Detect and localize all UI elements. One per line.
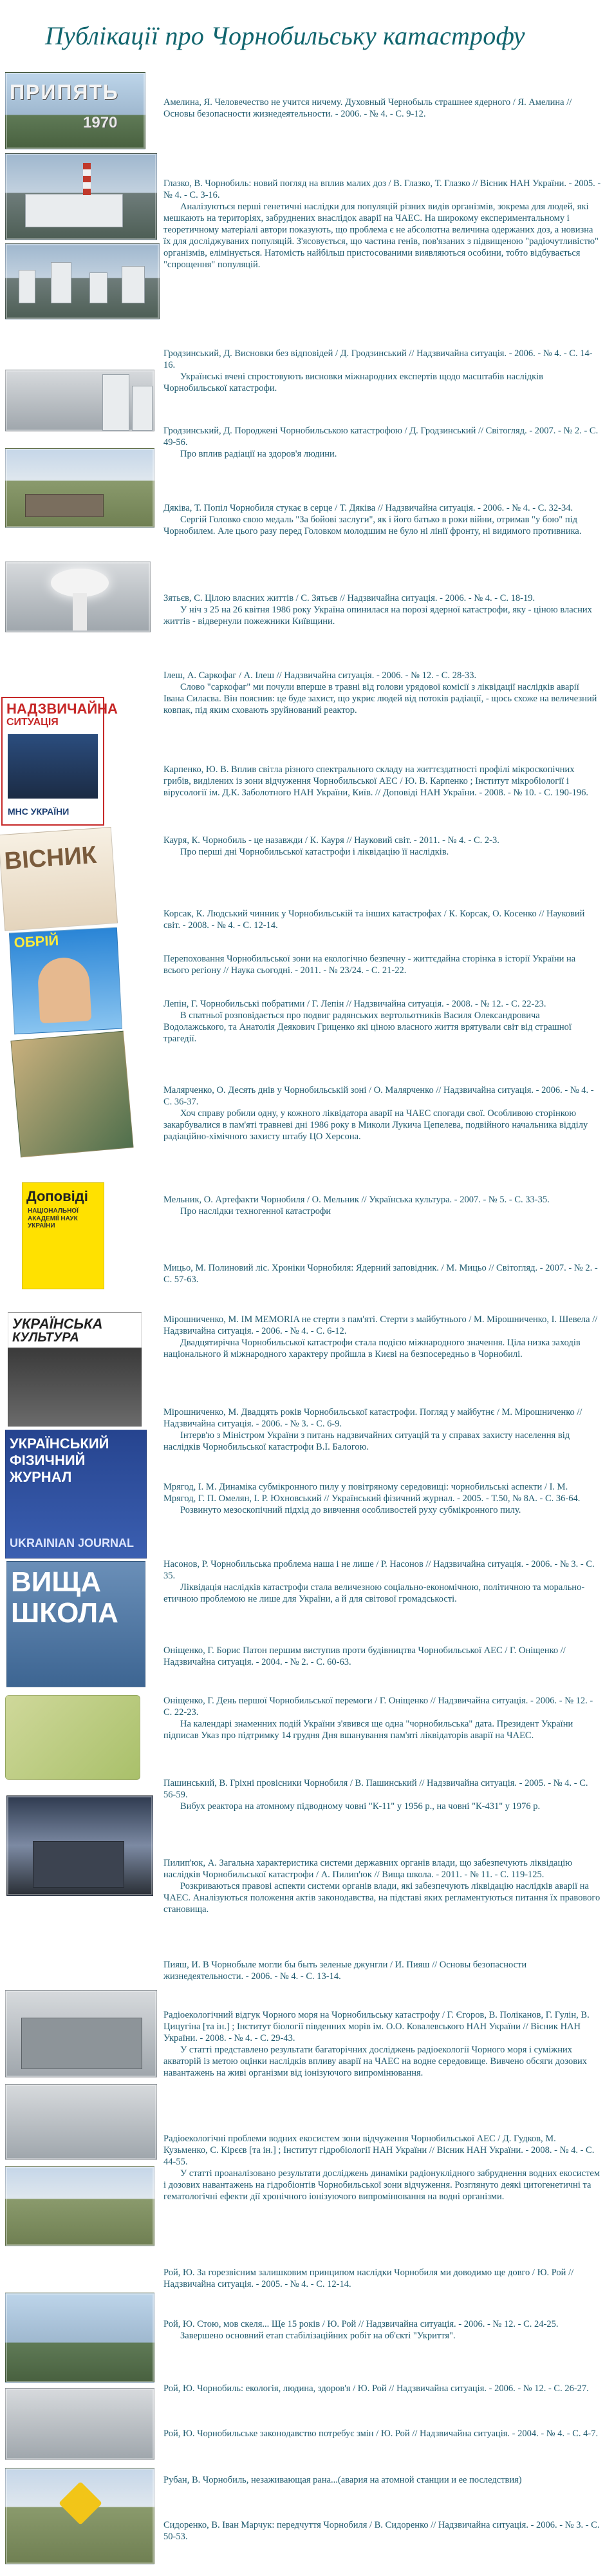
entry-malyarchenko xyxy=(163,1084,601,1142)
thumb-sarcophagus xyxy=(5,1990,157,2078)
thumb-pripyat-panorama xyxy=(5,243,160,319)
entry-citation: Перепоховання Чорнобильської зони на екологічно безпечну - життєдайна сторінка в історії України на всього регіону // Наука сьогодні. - 2011. - № 23/24. - С. 21-22. xyxy=(163,954,576,976)
entry-annotation: Завершено основний етап стабілізаційних робіт на об'єкті "Укриття". xyxy=(180,2331,456,2341)
entry-radioecology-black-sea xyxy=(163,2009,601,2079)
entry-roy-2 xyxy=(163,2318,601,2342)
entry-annotation: Розкриваються правові аспекти системи органів влади, які забезпечують ліквідацію наслідків аварії на ЧАЕС. Аналізуються положення актів законодавства, на підставі яких регламентуються питання їх правового становища. xyxy=(163,1881,600,1915)
thumb-visnyk-cover xyxy=(0,827,118,931)
entry-korsak xyxy=(163,908,601,931)
reactor-building xyxy=(25,194,123,227)
entry-citation: Пашинський, В. Гріхні провісники Чорнобиля / В. Пашинський // Надзвичайна ситуація. - 2005. - № 4. - С. 56-59. xyxy=(163,1778,588,1800)
entry-mytso xyxy=(163,1262,601,1285)
entry-citation: Амелина, Я. Человечество не учится ничему. Духовный Чернобыль страшнее ядерного / Я. Амелина // Основы безопасности жизнедеятельности. - 2006. - № 4. - С. 9-12. xyxy=(163,97,572,119)
thumb-chnpp-photo xyxy=(5,153,157,240)
thumb-obriy-cover xyxy=(9,927,122,1035)
entry-citation: Мицьо, М. Полиновий ліс. Хроніки Чорнобиля: Ядерний заповідник. / М. Мицьо // Світогляд. - 2007. - № 2. - С. 57-63. xyxy=(163,1263,598,1285)
thumb-pripyat-towers xyxy=(5,370,154,431)
entry-citation: Малярченко, О. Десять днів у Чорнобильській зоні / О. Малярченко // Надзвичайна ситуація. - 2006. - № 4. - С. 36-37. xyxy=(163,1085,594,1107)
thumb-dopovidi-cover xyxy=(22,1182,104,1289)
entry-annotation: На календарі знаменних подій України з'явився ще одна "чорнобильська" дата. Президент України підписав Указ про підтримку 14 грудня Дня вшанування пам'яті ліквідаторів аварії на ЧАЕС. xyxy=(163,1719,573,1741)
visnyk-title: ВІСНИК xyxy=(3,841,98,875)
thumb-fiz-journal-cover xyxy=(5,1430,147,1558)
dopovidi-subtitle: НАЦІОНАЛЬНОЇ АКАДЕМІЇ НАУК УКРАЇНИ xyxy=(28,1208,79,1229)
entry-karpenko xyxy=(163,764,601,799)
entry-miroshnychenko-2 xyxy=(163,1406,601,1453)
entry-melnyk xyxy=(163,1194,601,1217)
entry-annotation: В спатньої розповідається про подвиг радянських вертольотників Василя Олександровича Водолажського, та Анатолія Деякович Гриценко які ціною власного життя врятували світ від страшної трагедії. xyxy=(163,1010,572,1044)
entry-annotation: Про вплив радіації на здоров'я людини. xyxy=(180,449,337,459)
thumb-kultura-cover xyxy=(8,1312,142,1427)
entry-annotation: У статті представлено результати багаторічних досліджень радіоекології Чорного моря і суміжних акваторій із метою оцінки наслідків впливу аварії на ЧАЕС на водне середовище. Вивчено обсяги дозових навантажень на живі організми від іонізуючого випромінювання. xyxy=(163,2045,588,2078)
entry-annotation: Двадцятирічна Чорнобильської катастрофи стала подією міжнародного значення. Ціла низка заходів національного й міжнародного характеру пройшла в Києві на безпосередньо в Чорнобилі. xyxy=(163,1338,581,1359)
entry-citation: Ілеш, А. Саркофаг / А. Ілеш // Надзвичайна ситуація. - 2006. - № 12. - С. 28-33. xyxy=(163,670,477,681)
entry-perepohovannya xyxy=(163,953,601,976)
thumb-radiation-sign xyxy=(5,2468,154,2564)
entry-lepin xyxy=(163,998,601,1045)
reactor-chimney xyxy=(83,163,91,195)
entry-citation: Мірошниченко, М. ІМ MEMORIA не стерти з пам'яті. Стерти з майбутнього / М. Мірошниченко, І. Шевела // Надзвичайна ситуація. - 2006. - № 4. - С. 6-12. xyxy=(163,1314,598,1336)
entry-grodzinsky-2 xyxy=(163,425,601,460)
entry-pashynsky xyxy=(163,1777,601,1812)
entry-citation: Зятьєв, С. Цілою власних життів / С. Зятьєв // Надзвичайна ситуація. - 2006. - № 4. - С. 18-19. xyxy=(163,593,535,603)
thumb-abandoned-houses xyxy=(5,2166,154,2246)
panorama-building-1 xyxy=(19,270,35,303)
thumb-illustration xyxy=(10,1031,133,1158)
thumb-workers xyxy=(5,2084,157,2160)
entry-citation: Рой, Ю. Стою, мов скеля... Ще 15 років / Ю. Рой // Надзвичайна ситуація. - 2006. - № 12. - С. 24-25. xyxy=(163,2319,559,2329)
entry-annotation: У ніч з 25 на 26 квітня 1986 року Україна опинилася на порозі ядерної катастрофи, яку - ціною власних життів - відвернули пожежники Київщини. xyxy=(163,605,592,627)
thumb-wrecked-vehicle xyxy=(5,448,154,528)
fiz-title-2: ФІЗИЧНИЙ xyxy=(10,1452,86,1468)
entry-citation: Насонов, Р. Чорнобильська проблема наша і не лише / Р. Насонов // Надзвичайна ситуація. - 2006. - № 3. - С. 35. xyxy=(163,1559,595,1581)
entry-citation: Мельник, О. Артефакти Чорнобиля / О. Мельник // Українська культура. - 2007. - № 5. - С. 33-35. xyxy=(163,1195,550,1205)
entry-amelina xyxy=(163,97,601,120)
entry-citation: Дяківа, Т. Попіл Чорнобиля стукає в серце / Т. Дяківа // Надзвичайна ситуація. - 2006. - № 4. - С. 32-34. xyxy=(163,503,573,513)
entry-citation: Радіоекологічні проблеми водних екосистем зони відчуження Чорнобильської АЕС / Д. Гудков, М. Кузьменко, С. Кірєєв [та ін.] ; Інститут гідробіології НАН України // Вісник НАН України. - 2008. - № 4. - С. 44-55. xyxy=(163,2134,595,2167)
entry-citation: Корсак, К. Людський чинник у Чорнобильській та інших катастрофах / К. Корсак, О. Косенко // Науковий світ. - 2008. - № 4. - С. 12-14. xyxy=(163,909,585,931)
entry-citation: Рой, Ю. Чорнобиль: екологія, людина, здоров'я / Ю. Рой // Надзвичайна ситуація. - 2006. - № 12. - С. 26-27. xyxy=(163,2383,589,2394)
entry-zyatiev xyxy=(163,592,601,627)
nadzvychaina-photo xyxy=(8,734,98,799)
entry-annotation: Слово "саркофаг" ми почули вперше в травні від голови урядової комісії з ліквідації наслідків аварії Івана Силаєва. Він пояснив: це буде захист, що укриє людей від потоків радіації, - щось схоже на величезний ковпак, під яким сховають зруйнований реактор. xyxy=(163,682,597,715)
thumb-pripyat-sign xyxy=(5,72,145,149)
entry-annotation: Аналізуються перші генетичні наслідки для популяцій різних видів організмів, зокрема для людей, які мешкають на територіях, забруднених внаслідок аварії на ЧАЕС. На широкому експериментальному і теоретичному матеріалі автори показують, що проблема є не абсолютна величина одержаних доз, а новизна їх для досліджуваних популяцій. З'ясовується, що частина генів, пов'язаних з підвищеною "радіочутливістю" організмів, елімінується. Натомість найбільш пристосованими виявляються особини, тобто відбувається "спрощення" популяцій. xyxy=(163,202,599,270)
entry-glazko xyxy=(163,178,601,270)
night-reactor-shape xyxy=(33,1841,124,1888)
thumb-nadzvychaina-cover xyxy=(1,697,118,826)
panorama-building-4 xyxy=(122,266,145,303)
entry-annotation: Сергій Головко свою медаль "За бойові заслуги", як і його батько в роки війни, отримав "у бою" під Чорнобилем. Але цього разу перед Головком молодшим не було ні лінії фронту, ні видимого противника. xyxy=(163,515,582,536)
entry-citation: Глазко, В. Чорнобиль: новий погляд на вплив малих доз / В. Глазко, Т. Глазко // Вісник НАН України. - 2005. - № 4. - С. 3-16. xyxy=(163,178,601,200)
entry-annotation: Хоч справу робили одну, у кожного ліквідатора аварії на ЧАЕС спогади свої. Особливою сторінкою закарбувалися в пам'яті травневі дні 1986 року в Миколи Лукича Цепелева, подвійного начальника відділу радіаційно-хімічного захисту штабу ЦО Херсона. xyxy=(163,1108,588,1142)
entry-dyakiva xyxy=(163,502,601,537)
entry-citation: Пилип'юк, А. Загальна характеристика системи державних органів влади, що забезпечують ліквідацію наслідків Чорнобильської катастрофи / А. Пилип'юк // Вища школа. - 2011. - № 11. - С. 119-125. xyxy=(163,1858,573,1880)
thumbnail-column xyxy=(0,0,161,2576)
entry-annotation: Вибух реактора на атомному підводному човні "К-11" у 1956 р., на човні "К-431" у 1976 р. xyxy=(180,1801,541,1812)
entry-citation: Рубан, В. Чорнобиль, незаживающая рана...(авария на атомной станции и ее последствия) xyxy=(163,2475,522,2485)
pripyat-year-text: 1970 xyxy=(83,114,118,131)
tower-building-2 xyxy=(132,386,153,431)
entry-grodzinsky-1 xyxy=(163,348,601,394)
entry-nasonov xyxy=(163,1558,601,1605)
panorama-building-3 xyxy=(89,272,107,303)
thumb-memorial xyxy=(5,2388,154,2460)
entry-ilesh xyxy=(163,670,601,716)
vyshcha-title-2: ШКОЛА xyxy=(11,1597,118,1629)
entry-annotation: Розвинуто мезоскопічний підхід до вивчення особливостей руху субмікронного пилу. xyxy=(180,1505,521,1515)
entry-onishchenko-2 xyxy=(163,1695,601,1741)
entry-radioecology-water xyxy=(163,2133,601,2202)
entry-miroshnychenko-1 xyxy=(163,1314,601,1360)
entry-citation: Лепін, Г. Чорнобильські побратими / Г. Лепін // Надзвичайна ситуація. - 2008. - № 12. - С. 22-23. xyxy=(163,999,546,1009)
nadzvychaina-title-1: НАДЗВИЧАЙНА xyxy=(6,701,118,717)
kultura-title-2: КУЛЬТУРА xyxy=(12,1331,79,1345)
thumb-map xyxy=(5,1695,140,1780)
entry-citation: Мірошниченко, М. Двадцять років Чорнобильської катастрофи. Погляд у майбутнє / М. Мірошниченко // Надзвичайна ситуація. - 2006. - № 3. - С. 6-9. xyxy=(163,1407,582,1429)
entry-citation: Радіоекологічний відгук Чорного моря на Чорнобильську катастрофу / Г. Єгоров, В. Поліканов, Г. Гулін, В. Цицугіна [та ін.] ; Інститут біології південних морів ім. О.О. Ковалевського НАН України // Вісник НАН України. - 2008. - № 4. - С. 29-43. xyxy=(163,2010,590,2043)
dopovidi-title: Доповіді xyxy=(26,1188,88,1204)
entry-annotation: У статті проаналізовано результати досліджень динаміки радіонуклідного забруднення водних екосистем і дозових навантажень на гідробіонтів Чорнобильської зони відчуження. Розглянуто деякі цитогенетичні та гематологічні ефекти дії хронічного іонізуючого випромінювання на водні організми. xyxy=(163,2168,600,2202)
entry-roy-1 xyxy=(163,2267,601,2290)
obriy-title: ОБРІЙ xyxy=(14,932,59,951)
radiation-sign-shape xyxy=(59,2481,102,2525)
page-title: Публікації про Чорнобильську катастрофу xyxy=(45,21,525,50)
thumb-reactor-night xyxy=(6,1795,153,1896)
entry-roy-3 xyxy=(163,2383,601,2394)
entry-piyash xyxy=(163,1959,601,1982)
entry-annotation: Про перші дні Чорнобильської катастрофи і ліквідацію її наслідків. xyxy=(180,847,449,857)
fiz-title-1: УКРАЇНСЬКИЙ xyxy=(10,1435,109,1452)
fiz-title-3: ЖУРНАЛ xyxy=(10,1469,72,1485)
entry-citation: Рой, Ю. За горезвісним залишковим принципом наслідки Чорнобиля ми доводимо ще довго / Ю. Рой // Надзвичайна ситуація. - 2005. - № 4. - С. 12-14. xyxy=(163,2268,574,2289)
vyshcha-title-1: ВИЩА xyxy=(11,1566,102,1598)
entry-citation: Оніщенко, Г. Борис Патон першим виступив проти будівництва Чорнобильської АЕС / Г. Оніщенко // Надзвичайна ситуація. - 2004. - № 2. - С. 60-63. xyxy=(163,1645,566,1667)
panorama-building-2 xyxy=(51,262,71,303)
entry-citation: Карпенко, Ю. В. Вплив світла різного спектрального складу на життєздатності профілі мікроскопічних грибів, виділених із зони відчуження Чорнобильської АЕС / Ю. В. Карпенко ; Інститут мікробіології і вірусології ім. Д.К. Заболотного НАН України, Київ. // Доповіді НАН України. - 2008. - № 10. - С. 190-196. xyxy=(163,764,589,798)
kultura-title-1: УКРАЇНСЬКА xyxy=(12,1316,103,1332)
sarcophagus-shape xyxy=(21,2018,142,2069)
entry-annotation: Інтерв'ю з Міністром України з питань надзвичайних ситуацій та у справах захисту населення від наслідків Чорнобильської катастрофи В.І. Балогою. xyxy=(163,1430,570,1452)
thumb-landscape xyxy=(5,2293,154,2383)
entry-sydorenko xyxy=(163,2519,601,2543)
thumb-vyshcha-shkola-cover xyxy=(6,1561,145,1687)
entry-citation: Гродзинський, Д. Висновки без відповідей / Д. Гродзинський // Надзвичайна ситуація. - 2006. - № 4. - С. 14-16. xyxy=(163,348,593,370)
entry-citation: Гродзинський, Д. Породжені Чорнобильською катастрофою / Д. Гродзинський // Світогляд. - 2007. - № 2. - С. 49-56. xyxy=(163,426,599,448)
mushroom-stem-shape xyxy=(73,593,87,630)
entry-annotation: Про наслідки техногенної катастрофи xyxy=(180,1206,331,1217)
entry-mryagod xyxy=(163,1481,601,1516)
nadzvychaina-title-2: СИТУАЦІЯ xyxy=(6,717,59,728)
publications-list xyxy=(163,0,601,2576)
entry-citation: Пияш, И. В Чорнобыле могли бы быть зеленые джунгли / И. Пияш // Основы безопасности жизнедеятельности. - 2006. - № 4. - С. 13-14. xyxy=(163,1960,527,1982)
entry-citation: Сидоренко, В. Іван Марчук: передчуття Чорнобиля / В. Сидоренко // Надзвичайна ситуація. - 2006. - № 3. - С. 50-53. xyxy=(163,2520,600,2542)
entry-annotation: Ліквідація наслідків катастрофи стала величезною соціально-економічною, політичною та морально-етичною проблемою не лише для України, а й для світової громадськості. xyxy=(163,1582,585,1604)
thumb-nuclear-explosion xyxy=(5,562,151,632)
fiz-title-en: UKRAINIAN JOURNAL xyxy=(10,1537,134,1549)
entry-kaurya xyxy=(163,835,601,858)
entry-citation: Кауря, К. Чорнобиль - це назавжди / К. Кауря // Науковий світ. - 2011. - № 4. - С. 2-3. xyxy=(163,835,499,846)
obriy-portrait xyxy=(37,956,91,1023)
entry-onishchenko-1 xyxy=(163,1645,601,1668)
vehicle-shape xyxy=(25,494,104,517)
tower-building-1 xyxy=(102,374,129,431)
entry-roy-4 xyxy=(163,2428,601,2439)
entry-pylypyuk xyxy=(163,1857,601,1915)
entry-citation: Рой, Ю. Чорнобильське законодавство потребує змін / Ю. Рой // Надзвичайна ситуація. - 2004. - № 4. - С. 4-7. xyxy=(163,2429,599,2439)
pripyat-sign-text: ПРИПЯТЬ xyxy=(10,80,119,104)
nadzvychaina-bottom-text: МНС УКРАЇНИ xyxy=(8,806,70,817)
entry-citation: Мрягод, І. М. Динаміка субмікронного пилу у повітряному середовищі: чорнобильські аспекти / І. М. Мрягод, Г. П. Омелян, І. Р. Юхновський // Український фізичний журнал. - 2005. - Т.50, № 8А. - С. 36-64. xyxy=(163,1482,581,1504)
entry-citation: Оніщенко, Г. День першої Чорнобильської перемоги / Г. Оніщенко // Надзвичайна ситуація. - 2006. - № 12. - С. 22-23. xyxy=(163,1696,593,1718)
entry-ruban xyxy=(163,2474,601,2486)
entry-annotation: Українські вчені спростовують висновки міжнародних експертів щодо масштабів наслідків Чорнобильської катастрофи. xyxy=(163,372,544,393)
